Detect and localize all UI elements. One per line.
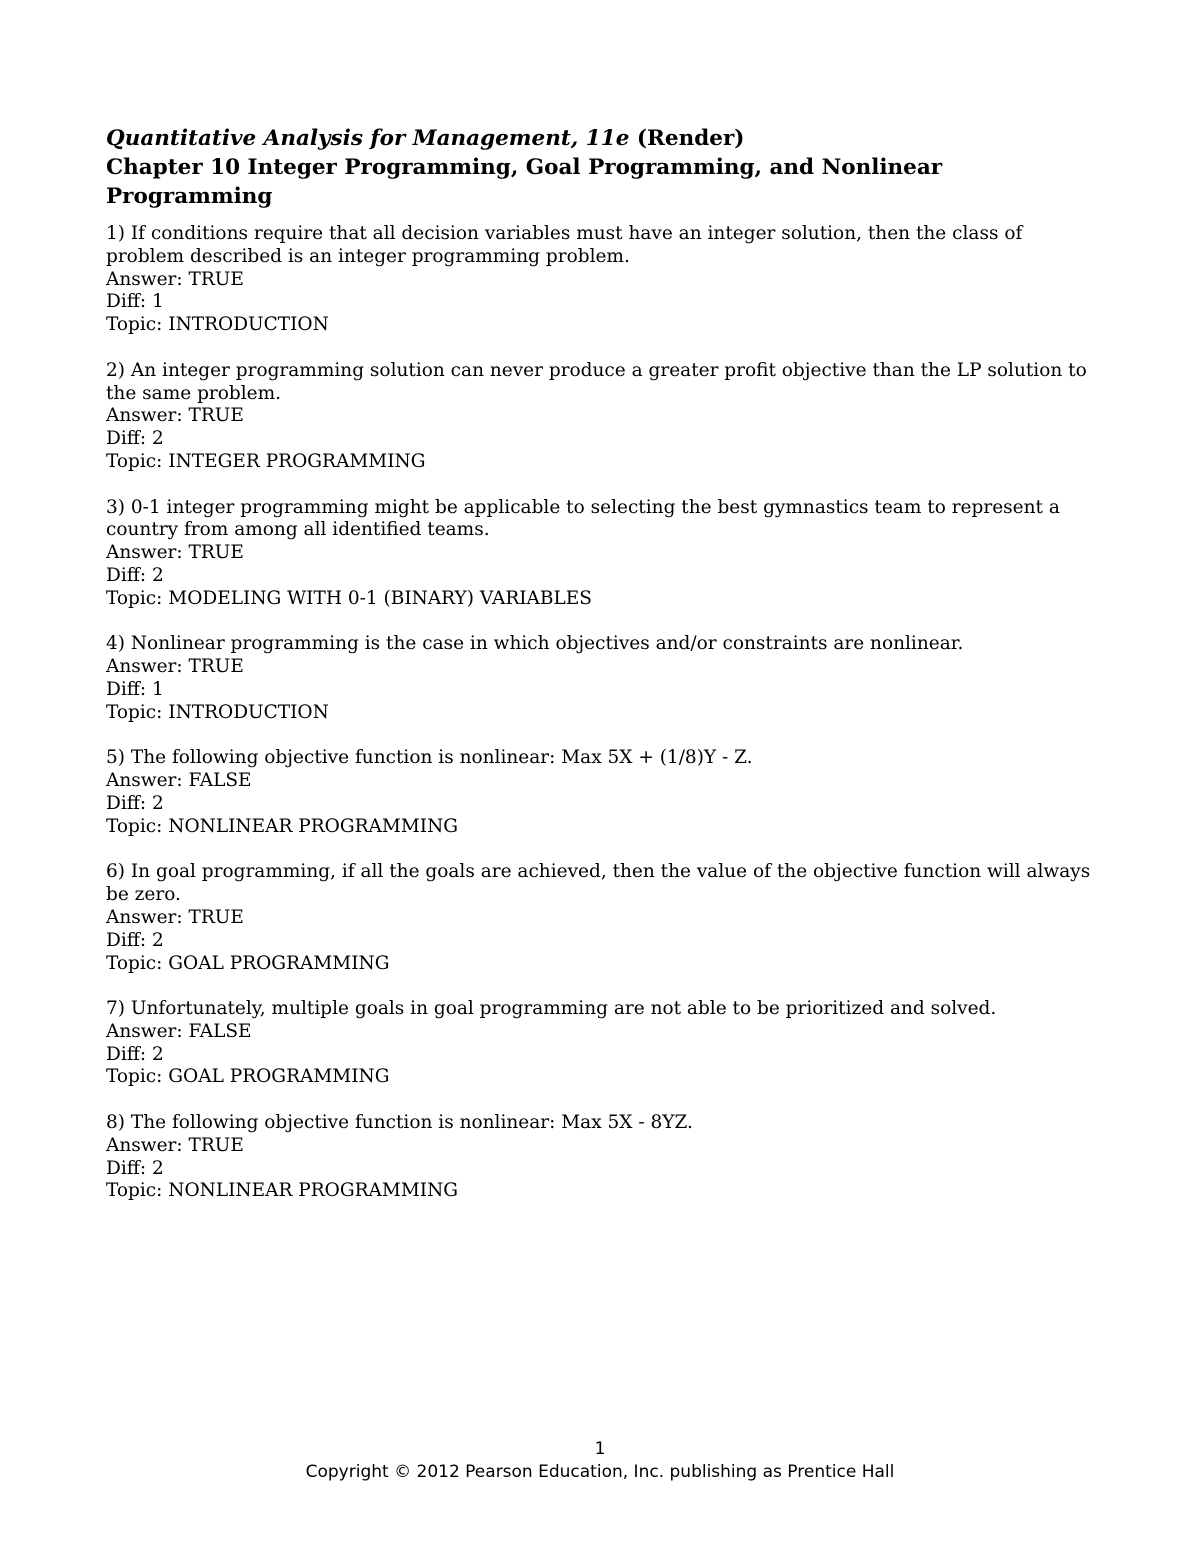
question-diff: Diff: 2 [106,1157,164,1179]
question-item [106,861,1096,975]
question-answer: Answer: TRUE [106,906,244,928]
question-topic: Topic: INTRODUCTION [106,314,329,336]
question-answer: Answer: FALSE [106,770,252,792]
book-title-line [106,124,1096,153]
question-text: 1) If conditions require that all decision variables must have an integer solution, then the class of problem described is an integer programming problem. [106,223,1023,267]
question-text: 7) Unfortunately, multiple goals in goal programming are not able to be prioritized and solved. [106,998,997,1020]
question-topic: Topic: NONLINEAR PROGRAMMING [106,815,459,837]
question-diff: Diff: 2 [106,792,164,814]
question-answer: Answer: TRUE [106,1134,244,1156]
question-item [106,497,1096,611]
question-topic: Topic: INTEGER PROGRAMMING [106,450,426,472]
question-diff: Diff: 2 [106,428,164,450]
page-number: 1 [594,1439,606,1459]
question-item [106,633,1096,724]
question-topic: Topic: GOAL PROGRAMMING [106,952,390,974]
page-footer [0,1438,1200,1484]
question-answer: Answer: TRUE [106,542,244,564]
question-diff: Diff: 1 [106,678,164,700]
question-text: 4) Nonlinear programming is the case in which objectives and/or constraints are nonlinear. [106,633,964,655]
question-text: 2) An integer programming solution can never produce a greater profit objective than the LP solution to the same problem. [106,359,1087,404]
question-text: 3) 0-1 integer programming might be applicable to selecting the best gymnastics team to represent a country from among all identified teams. [106,496,1060,541]
question-topic: Topic: INTRODUCTION [106,701,329,723]
question-diff: Diff: 2 [106,929,164,951]
question-item [106,998,1096,1089]
page-body [106,124,1096,1226]
question-diff: Diff: 1 [106,291,164,313]
document-header [106,124,1096,211]
question-topic: Topic: NONLINEAR PROGRAMMING [106,1180,459,1202]
question-text: 5) The following objective function is nonlinear: Max 5X + (1/8)Y - Z. [106,747,753,769]
question-answer: Answer: TRUE [106,656,244,678]
question-diff: Diff: 2 [106,564,164,586]
chapter-title: Chapter 10 Integer Programming, Goal Programming, and Nonlinear Programming [106,155,943,209]
question-diff: Diff: 2 [106,1043,164,1065]
book-title: Quantitative Analysis for Management, 11e [106,126,630,151]
question-text: 8) The following objective function is nonlinear: Max 5X - 8YZ. [106,1112,693,1134]
question-item [106,747,1096,838]
book-author: (Render) [636,126,745,151]
question-text: 6) In goal programming, if all the goals are achieved, then the value of the objective function will always be zero. [106,861,1091,906]
question-item [106,223,1096,337]
question-answer: Answer: FALSE [106,1020,252,1042]
question-item [106,1112,1096,1203]
question-topic: Topic: GOAL PROGRAMMING [106,1066,390,1088]
question-topic: Topic: MODELING WITH 0-1 (BINARY) VARIABLES [106,587,592,609]
copyright-notice: Copyright © 2012 Pearson Education, Inc. publishing as Prentice Hall [305,1462,895,1482]
question-item [106,360,1096,474]
question-answer: Answer: TRUE [106,405,244,427]
question-answer: Answer: TRUE [106,268,244,290]
